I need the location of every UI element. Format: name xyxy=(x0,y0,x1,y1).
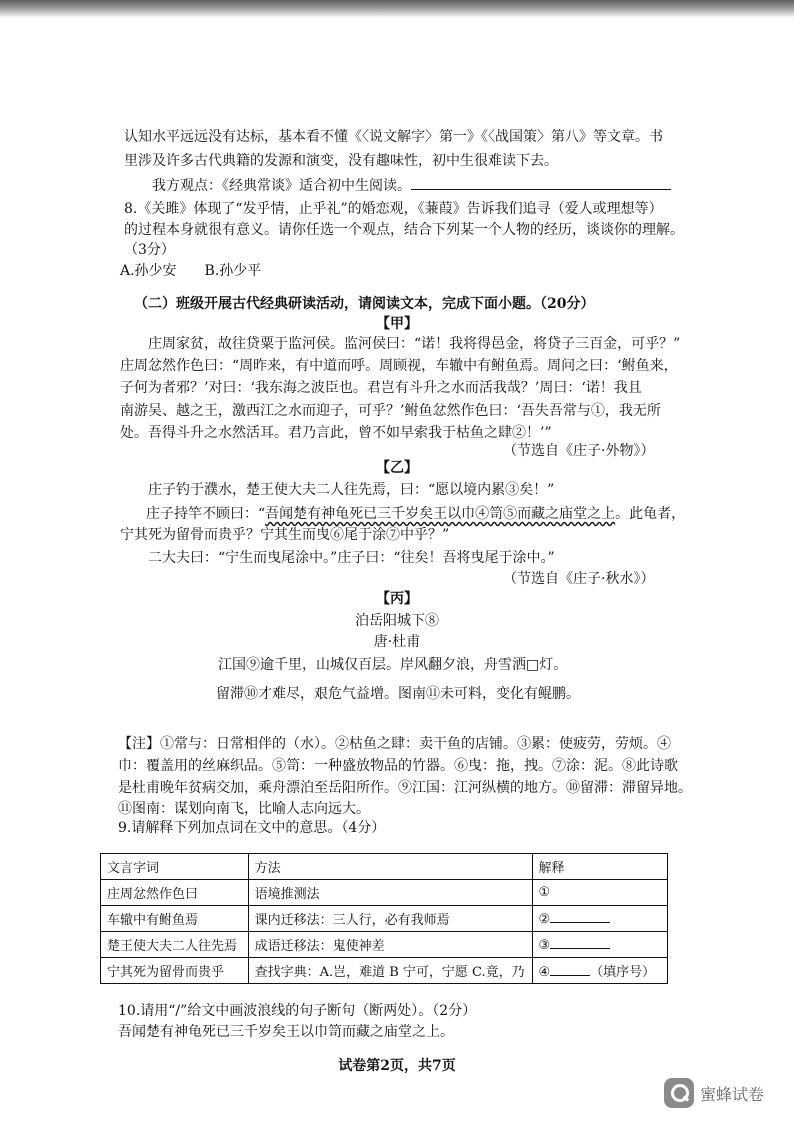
q8-score: （3分） xyxy=(124,242,175,258)
table-cell: 楚王使大夫二人往先焉 xyxy=(101,932,249,958)
table-cell: 宁其死为留骨而贵乎 xyxy=(101,958,249,984)
section2-title: （二）班级开展古代经典研读活动，请阅读文本，完成下面小题。（20分） xyxy=(134,296,595,312)
table-cell: 成语迁移法：鬼使神差 xyxy=(248,932,532,958)
q8-line1: 8.《关雎》体现了“发乎情，止乎礼”的婚恋观，《蒹葭》告诉我们追寻（爱人或理想等） xyxy=(124,201,663,217)
q7-opinion-text: 我方观点：《经典常谈》适合初中生阅读。 xyxy=(152,178,411,194)
jia-p1: 庄周家贫，故往贷粟于监河侯。监河侯曰：“诺！我将得邑金，将贷子三百金，可乎？” xyxy=(148,336,681,352)
table-header-row xyxy=(101,854,668,880)
q7-opinion xyxy=(152,175,671,196)
jia-p3: 子何为者邪？’对曰：‘我东海之波臣也。君岂有斗升之水而活我哉？’周曰：‘诺！我且 xyxy=(120,380,642,396)
poem-author: 唐·杜甫 xyxy=(373,634,421,650)
q9-title: 9.请解释下列加点词在文中的意思。（4分） xyxy=(118,820,386,836)
q10-title: 10.请用“/”给文中画波浪线的句子断句（断两处）。（2分） xyxy=(118,1003,477,1019)
table-row xyxy=(101,906,668,932)
watermark-text: 蜜蜂试卷 xyxy=(700,1084,765,1104)
answer-cell[interactable] xyxy=(532,880,668,906)
yi-p2-post: 。此龟者， xyxy=(615,506,686,522)
q8-options: A.孙少安 B.孙少平 xyxy=(120,263,262,279)
answer-number: ③ xyxy=(538,938,551,953)
yi-p3: 宁其死为留骨而贵乎？宁其生而曳⑥尾于涂⑦中乎？” xyxy=(120,527,450,543)
jia-p2: 庄周忿然作色曰：“周昨来，有中道而呼。周顾视，车辙中有鲋鱼焉。周问之曰：‘鲋鱼来， xyxy=(120,358,678,374)
answer-cell[interactable] xyxy=(532,906,668,932)
passage-bing-label: 【丙】 xyxy=(376,591,418,607)
table-cell: 车辙中有鲋鱼焉 xyxy=(101,906,249,932)
jia-p4: 南游吴、越之王，激西江之水而迎子，可乎？’鲋鱼忿然作色曰：‘吾失吾常与①，我无所 xyxy=(120,403,661,419)
yi-source: （节选自《庄子·秋水》） xyxy=(503,571,655,587)
table-row xyxy=(101,932,668,958)
notes-line1: 【注】①常与：日常相伴的（水）。②枯鱼之肆：卖干鱼的店铺。③累：使疲劳，劳烦。④ xyxy=(118,736,671,752)
answer-number: ② xyxy=(538,912,551,927)
yi-p1: 庄子钓于濮水，楚王使大夫二人往先焉，曰：“愿以境内累③矣！” xyxy=(148,482,555,498)
table-row xyxy=(101,958,668,984)
q10-sentence: 吾闻楚有神龟死已三千岁矣王以巾笥而藏之庙堂之上。 xyxy=(118,1024,454,1040)
answer-blank[interactable] xyxy=(550,910,610,923)
answer-number: ① xyxy=(538,885,551,900)
answer-cell[interactable] xyxy=(532,932,668,958)
poem-title: 泊岳阳城下⑧ xyxy=(355,613,439,629)
answer-cell[interactable] xyxy=(532,958,668,984)
jia-p5: 处。吾得斗升之水然活耳。君乃言此，曾不如早索我于枯鱼之肆②！’” xyxy=(120,425,552,441)
table-cell: 庄周忿然作色曰 xyxy=(101,880,249,906)
table-cell: 语境推测法 xyxy=(248,880,532,906)
q8-line2: 的过程本身就很有意义。请你任选一个观点，结合下列某一个人物的经历，谈谈你的理解。 xyxy=(124,222,684,238)
notes-line2: 巾：覆盖用的丝麻织品。⑤笥：一种盛放物品的竹器。⑥曳：拖，拽。⑦涂：泥。⑧此诗歌 xyxy=(118,758,678,774)
table-row xyxy=(101,880,668,906)
table-cell: 课内迁移法：三人行，必有我师焉 xyxy=(248,906,532,932)
page-footer: 试卷第2页，共7页 xyxy=(338,1058,456,1074)
column-header: 方法 xyxy=(248,854,532,880)
notes-line4: ⑪图南：谋划向南飞，比喻人志向远大。 xyxy=(118,801,370,817)
q9-table xyxy=(100,853,668,984)
yi-p4: 二大夫曰：“宁生而曳尾涂中。”庄子曰：“往矣！吾将曳尾于涂中。” xyxy=(148,550,555,566)
scan-edge xyxy=(0,0,794,18)
answer-blank[interactable] xyxy=(550,963,590,976)
table-cell: 查找字典：A.岂，难道 B 宁可，宁愿 C.竟，乃 xyxy=(248,958,532,984)
yi-p2-pre: 庄子持竿不顾曰：“ xyxy=(146,506,266,522)
passage-jia-label: 【甲】 xyxy=(376,316,418,332)
q7-line2: 里涉及许多古代典籍的发源和演变，没有趣味性，初中生很难读下去。 xyxy=(124,153,558,169)
search-icon xyxy=(664,1078,694,1108)
notes-line3: 是杜甫晚年贫病交加，乘舟漂泊至岳阳所作。⑨江国：江河纵横的地方。⑩留滞：滞留异地。 xyxy=(118,780,692,796)
answer-number: ④ xyxy=(538,965,551,980)
watermark xyxy=(664,1076,764,1110)
passage-yi-label: 【乙】 xyxy=(376,460,418,476)
column-header: 解释 xyxy=(532,854,668,880)
wavy-sentence: 吾闻楚有神龟死已三千岁矣王以巾④笥⑤而藏之庙堂之上 xyxy=(265,506,616,522)
column-header: 文言字词 xyxy=(101,854,249,880)
yi-p2 xyxy=(146,504,685,524)
poem-line2: 留滞⑩才难尽，艰危气益增。图南⑪未可料，变化有鲲鹏。 xyxy=(216,686,580,702)
fill-hint: （填序号） xyxy=(590,965,656,980)
answer-blank[interactable] xyxy=(550,936,610,949)
answer-blank[interactable] xyxy=(411,175,671,190)
jia-source: （节选自《庄子·外物》） xyxy=(503,443,655,459)
poem-line1: 江国⑨逾千里，山城仅百层。岸风翻夕浪，舟雪洒□灯。 xyxy=(218,657,568,673)
q7-line1: 认知水平远远没有达标，基本看不懂《〈说文解字〉第一》《〈战国策〉第八》等文章。书 xyxy=(124,129,663,145)
